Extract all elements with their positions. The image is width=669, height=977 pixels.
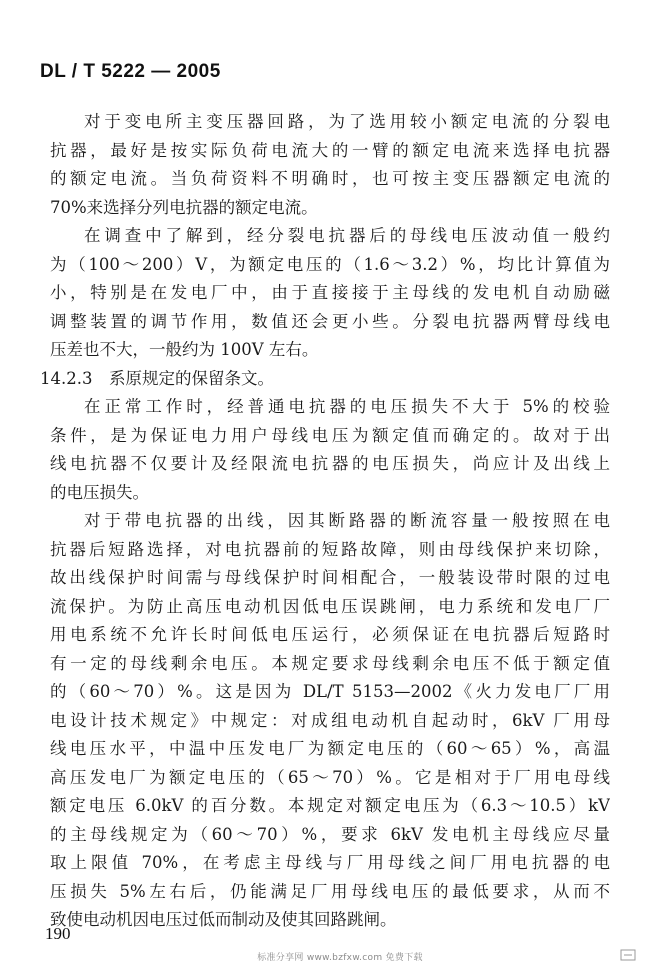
site-watermark: 标准分享网 www.bzfxw.com 免费下载	[257, 953, 423, 963]
text-line: 取上限值 70%，在考虑主母线与厂用母线之间厂用电抗器的电	[50, 853, 610, 872]
text-line: 条件，是为保证电力用户母线电压为额定值而确定的。故对于出	[50, 425, 610, 445]
text-line: 对于带电抗器的出线，因其断路器的断流容量一般按照在电	[84, 511, 610, 530]
document-code-header: DL / T 5222 — 2005	[40, 61, 221, 82]
text-line: 高压发电厂为额定电压的（65～70）%。它是相对于厂用电母线	[50, 767, 610, 787]
text-line: 抗器后短路选择，对电抗器前的短路故障，则由母线保护来切除，	[50, 539, 610, 559]
text-line: 故出线保护时间需与母线保护时间相配合，一般装设带时限的过电	[50, 568, 610, 587]
text-line: 压差也不大，一般约为 100V 左右。	[50, 340, 319, 359]
text-line: 的（60～70）%。这是因为 DL/T 5153—2002《火力发电厂厂用	[50, 682, 610, 701]
clause-heading: 14.2.3 系原规定的保留条文。	[40, 368, 274, 388]
text-line: 的电压损失。	[50, 482, 149, 502]
text-line: 小，特别是在发电厂中，由于直接接于主母线的发电机自动励磁	[50, 283, 610, 302]
text-line: 调整装置的调节作用，数值还会更小些。分裂电抗器两臂母线电	[50, 311, 610, 331]
text-line: 在正常工作时，经普通电抗器的电压损失不大于 5%的校验	[84, 397, 610, 416]
text-line: 线电压水平，中温中压发电厂为额定电压的（60～65）%，高温	[50, 739, 610, 758]
text-line: 的额定电流。当负荷资料不明确时，也可按主变压器额定电流的	[50, 169, 610, 188]
text-line: 额定电压 6.0kV 的百分数。本规定对额定电压为（6.3～10.5）kV	[50, 796, 610, 815]
text-line: 的主母线规定为（60～70）%，要求 6kV 发电机主母线应尽量	[50, 824, 610, 844]
page-corner-mark-icon	[620, 949, 636, 961]
text-line: 在调查中了解到，经分裂电抗器后的母线电压波动值一般约	[84, 226, 610, 245]
text-line: 压损失 5%左右后，仍能满足厂用母线电压的最低要求，从而不	[50, 881, 610, 901]
text-line: 线电抗器不仅要计及经限流电抗器的电压损失，尚应计及出线上	[50, 454, 610, 473]
text-line: 70%来选择分列电抗器的额定电流。	[50, 197, 318, 217]
text-line: 用电系统不允许长时间低电压运行，必须保证在电抗器后短路时	[50, 625, 610, 644]
text-line: 流保护。为防止高压电动机因低电压误跳闸，电力系统和发电厂厂	[50, 596, 610, 616]
text-line: 为（100～200）V，为额定电压的（1.6～3.2）%，均比计算值为	[50, 254, 610, 274]
page-number: 190	[45, 924, 71, 943]
text-line: 致使电动机因电压过低而制动及使其回路跳闸。	[50, 910, 397, 929]
text-line: 电设计技术规定》中规定：对成组电动机自起动时，6kV 厂用母	[50, 710, 610, 730]
text-line: 有一定的母线剩余电压。本规定要求母线剩余电压不低于额定值	[50, 653, 610, 673]
text-line: 抗器，最好是按实际负荷电流大的一臂的额定电流来选择电抗器	[50, 140, 610, 160]
text-line: 对于变电所主变压器回路，为了选用较小额定电流的分裂电	[84, 112, 610, 131]
